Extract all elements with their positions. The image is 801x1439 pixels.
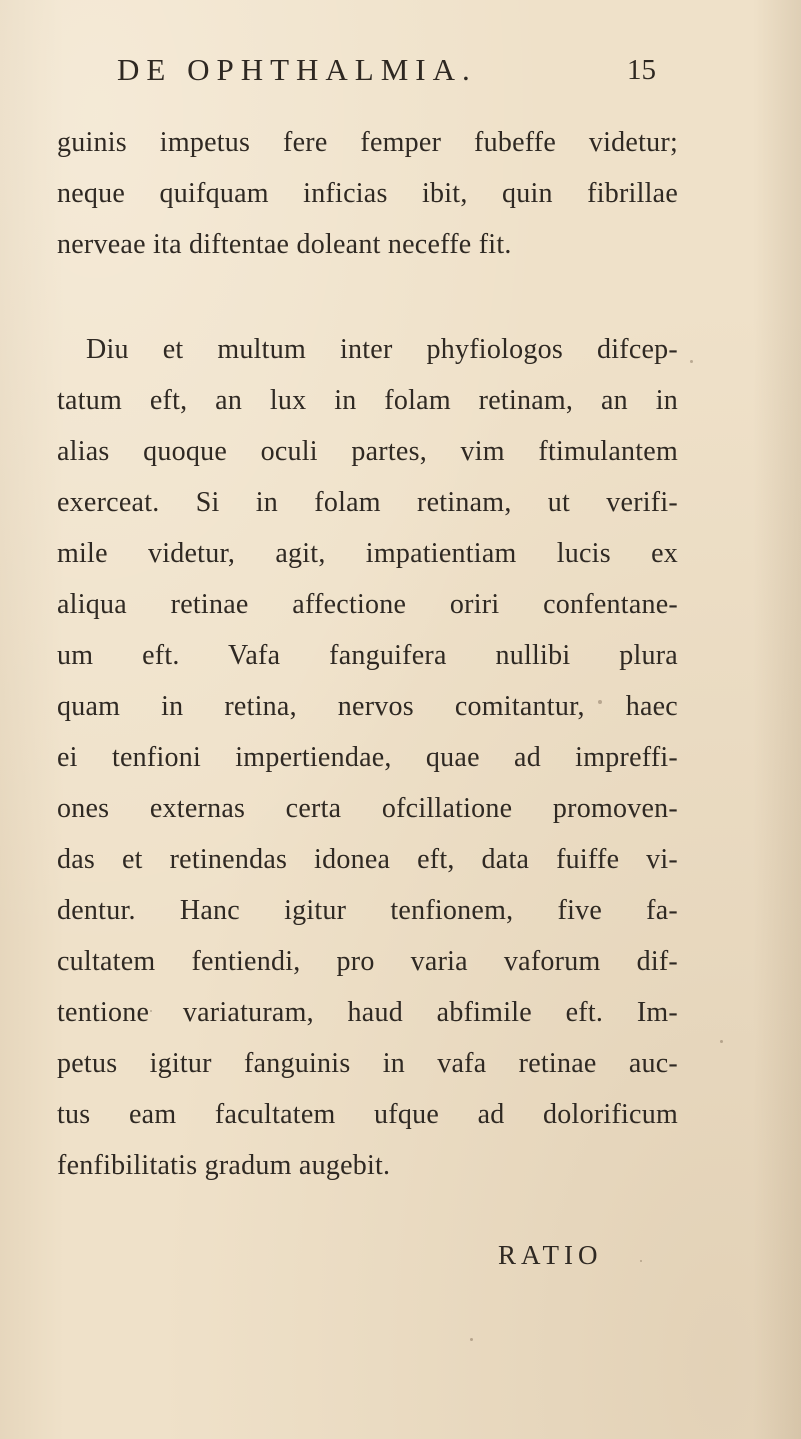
text-line: mile videtur, agit, impatientiam lucis ex [57, 538, 678, 569]
text-line: um eft. Vafa fanguifera nullibi plura [57, 640, 678, 671]
text-line: alias quoque oculi partes, vim ftimulantem [57, 436, 678, 467]
paper-fleck [598, 700, 602, 704]
text-line: guinis impetus fere femper fubeffe videtur; [57, 127, 678, 158]
text-line: ei tenfioni impertiendae, quae ad impreffi- [57, 742, 678, 773]
text-line: exerceat. Si in folam retinam, ut verifi- [57, 487, 678, 518]
text-line: dentur. Hanc igitur tenfionem, five fa- [57, 895, 678, 926]
text-line: ones externas certa ofcillatione promoven- [57, 793, 678, 824]
running-title: DE OPHTHALMIA. [117, 52, 477, 87]
paper-fleck [640, 1260, 642, 1262]
paper-fleck [470, 1338, 473, 1341]
text-line: quam in retina, nervos comitantur, haec [57, 691, 678, 722]
text-line: cultatem fentiendi, pro varia vaforum dif- [57, 946, 678, 977]
text-line: petus igitur fanguinis in vafa retinae auc- [57, 1048, 678, 1079]
text-line: Diu et multum inter phyfiologos difcep- [86, 334, 678, 365]
catchword: RATIO [498, 1240, 603, 1270]
text-line: tatum eft, an lux in folam retinam, an in [57, 385, 678, 416]
paper-fleck [720, 1040, 723, 1043]
text-line: nerveae ita diftentae doleant neceffe fit. [57, 229, 512, 260]
text-line: aliqua retinae affectione oriri confentane- [57, 589, 678, 620]
text-line: das et retinendas idonea eft, data fuiffe vi- [57, 844, 678, 875]
text-line: fenfibilitatis gradum augebit. [57, 1150, 391, 1181]
text-line: tentione variaturam, haud abfimile eft. Im- [57, 997, 678, 1028]
page-number: 15 [627, 54, 656, 86]
text-line: tus eam facultatem ufque ad dolorificum [57, 1099, 678, 1130]
text-line: neque quifquam inficias ibit, quin fibrillae [57, 178, 678, 209]
paper-fleck [690, 360, 693, 363]
paper-fleck [150, 1010, 152, 1012]
page-header [0, 48, 801, 98]
